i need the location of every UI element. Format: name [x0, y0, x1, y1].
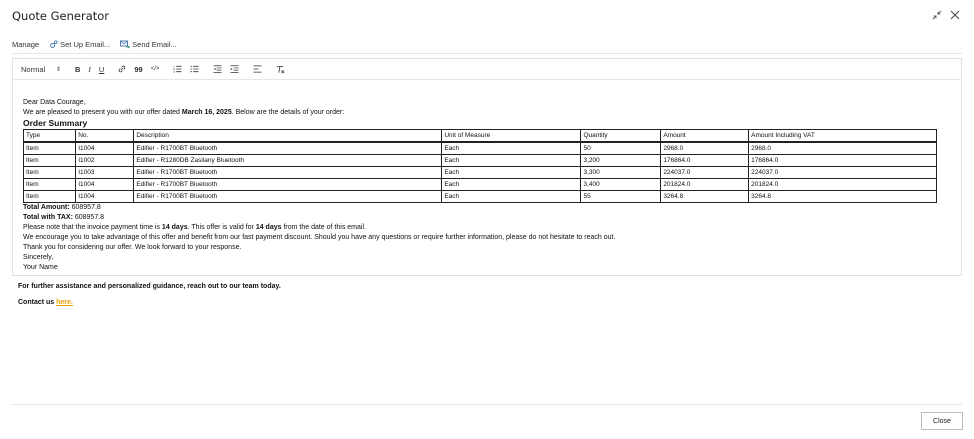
contact-text: Contact us here.	[18, 299, 73, 306]
table-cell: I1004	[76, 142, 134, 155]
send-email-action[interactable]	[120, 40, 177, 49]
table-cell: Item	[24, 191, 76, 203]
table-cell: 2968.0	[661, 142, 749, 155]
total-with-tax: Total with TAX: 608957.8	[23, 214, 105, 221]
blockquote-button[interactable]: 99	[134, 64, 143, 74]
divider	[12, 53, 962, 54]
table-header-row	[24, 130, 937, 143]
table-cell: 50	[581, 142, 661, 155]
underline-button[interactable]: U	[98, 64, 105, 74]
column-header: Amount Including VAT	[749, 130, 937, 143]
table-cell: 3,300	[581, 167, 661, 179]
column-header: Amount	[661, 130, 749, 143]
send-email-icon	[120, 40, 130, 49]
collapse-icon[interactable]	[928, 6, 946, 24]
link-icon[interactable]	[118, 65, 126, 73]
table-cell: 3,400	[581, 179, 661, 191]
outdent-icon[interactable]	[213, 65, 222, 73]
code-button[interactable]: </>	[150, 66, 160, 72]
title-bar	[0, 0, 974, 32]
table-cell: 2968.0	[749, 142, 937, 155]
clear-format-icon[interactable]	[276, 65, 285, 74]
close-button[interactable]: Close	[921, 412, 963, 430]
total-amount: Total Amount: 608957.8	[23, 204, 101, 211]
table-row	[24, 167, 937, 179]
table-cell: I1002	[76, 155, 134, 167]
italic-button[interactable]: I	[88, 64, 91, 74]
table-cell: Each	[442, 155, 581, 167]
window-title: Quote Generator	[12, 9, 110, 23]
action-bar	[12, 36, 187, 52]
send-email-label: Send Email...	[132, 39, 177, 49]
table-cell: 201824.0	[661, 179, 749, 191]
divider	[12, 404, 962, 405]
order-table	[23, 129, 937, 203]
table-row	[24, 179, 937, 191]
offer-date: March 16, 2025	[181, 109, 232, 116]
table-cell: I1003	[76, 167, 134, 179]
table-cell: I1004	[76, 179, 134, 191]
gear-icon	[49, 40, 58, 49]
ordered-list-icon[interactable]	[173, 65, 182, 73]
bullet-list-icon[interactable]	[190, 65, 199, 73]
table-cell: Item	[24, 142, 76, 155]
table-cell: Each	[442, 167, 581, 179]
table-cell: Each	[442, 142, 581, 155]
table-cell: 224037.0	[661, 167, 749, 179]
indent-icon[interactable]	[230, 65, 239, 73]
table-cell: 176864.0	[661, 155, 749, 167]
table-cell: 3,200	[581, 155, 661, 167]
table-row	[24, 191, 937, 203]
column-header: No.	[76, 130, 134, 143]
format-select[interactable]	[21, 65, 61, 74]
table-row	[24, 142, 937, 155]
table-cell: Edifier - R1700BT Bluetooth	[134, 142, 442, 155]
editor-toolbar	[13, 59, 961, 80]
column-header: Unit of Measure	[442, 130, 581, 143]
manage-menu[interactable]: Manage	[12, 39, 40, 49]
table-cell: 224037.0	[749, 167, 937, 179]
close-icon[interactable]	[946, 6, 964, 24]
intro-text: We are pleased to present you with our offer dated March 16, 2025. Below are the details of your order:	[23, 109, 345, 116]
table-cell: 3264.8	[749, 191, 937, 203]
table-cell: 3264.8	[661, 191, 749, 203]
table-cell: Edifier - R1700BT Bluetooth	[134, 179, 442, 191]
table-row	[24, 155, 937, 167]
table-cell: Each	[442, 179, 581, 191]
column-header: Description	[134, 130, 442, 143]
assistance-text: For further assistance and personalized guidance, reach out to our team today.	[18, 283, 281, 290]
table-cell: Edifier - R1700BT Bluetooth	[134, 167, 442, 179]
table-cell: 55	[581, 191, 661, 203]
order-summary-heading: Order Summary	[23, 118, 88, 128]
closing: Sincerely,	[23, 254, 54, 261]
contact-link[interactable]: here.	[56, 299, 73, 306]
table-cell: Edifier - R1700BT Bluetooth	[134, 191, 442, 203]
align-left-icon[interactable]	[253, 65, 262, 73]
column-header: Quantity	[581, 130, 661, 143]
table-cell: Edifier - R1280DB Zasilany Bluetooth	[134, 155, 442, 167]
table-body	[24, 142, 937, 203]
payment-terms: Please note that the invoice payment time is 14 days. This offer is valid for 14 days from the date of this email.	[23, 224, 366, 231]
sort-arrows-icon: ⇕	[55, 66, 61, 73]
signature: Your Name	[23, 264, 58, 271]
column-header: Type	[24, 130, 76, 143]
table-cell: Item	[24, 167, 76, 179]
thanks-text: Thank you for considering our offer. We look forward to your response.	[23, 244, 242, 251]
setup-email-label: Set Up Email...	[60, 39, 111, 49]
table-cell: Each	[442, 191, 581, 203]
bold-button[interactable]: B	[75, 64, 81, 74]
table-cell: Item	[24, 155, 76, 167]
setup-email-action[interactable]	[49, 40, 110, 49]
table-cell: I1004	[76, 191, 134, 203]
table-cell: 201824.0	[749, 179, 937, 191]
email-body	[13, 80, 961, 273]
format-select-value: Normal	[21, 64, 46, 74]
table-cell: 176864.0	[749, 155, 937, 167]
rich-text-editor[interactable]	[12, 58, 962, 276]
encourage-text: We encourage you to take advantage of this offer and benefit from our fast payment discount. Should you have any questions or require further information, please do not hesitate to reach out.	[23, 234, 616, 241]
greeting: Dear Data Courage,	[23, 99, 86, 106]
table-cell: Item	[24, 179, 76, 191]
